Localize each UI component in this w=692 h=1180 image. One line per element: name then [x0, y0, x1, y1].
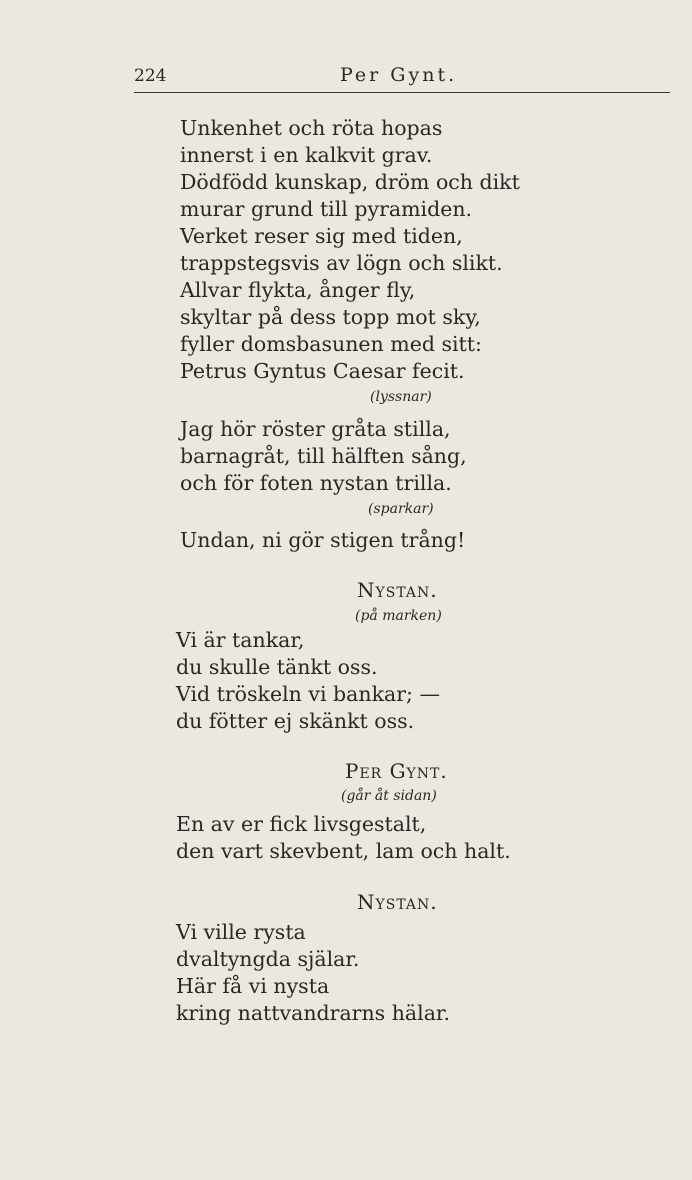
verse-line: Verket reser sig med tiden,: [180, 224, 463, 248]
verse-line: den vart skevbent, lam och halt.: [176, 839, 511, 863]
verse-line: du fötter ej skänkt oss.: [176, 709, 415, 733]
running-header: [134, 62, 670, 92]
header-rule: [134, 92, 670, 93]
verse-line: och för foten nystan trilla.: [180, 471, 452, 495]
verse-line: kring nattvandrarns hälar.: [176, 1001, 450, 1025]
stage-direction: (sparkar): [368, 501, 434, 517]
verse-line: murar grund till pyramiden.: [180, 197, 473, 221]
stage-direction: (på marken): [355, 608, 442, 624]
verse-line: fyller domsbasunen med sitt:: [180, 332, 482, 356]
verse-line: barnagråt, till hälften sång,: [180, 444, 467, 468]
speaker-name: Per Gynt.: [345, 759, 448, 783]
verse-line: En av er fick livsgestalt,: [176, 812, 427, 836]
verse-line: trappstegsvis av lögn och slikt.: [180, 251, 503, 275]
running-title: Per Gynt.: [340, 64, 458, 86]
verse-line: Vi är tankar,: [176, 628, 305, 652]
verse-line: Dödfödd kunskap, dröm och dikt: [180, 170, 520, 194]
verse-line: Här få vi nysta: [176, 974, 330, 998]
verse-line: Vi ville rysta: [176, 920, 306, 944]
verse-line: Jag hör röster gråta stilla,: [180, 417, 451, 441]
verse-line: Vid tröskeln vi bankar; —: [176, 682, 440, 706]
verse-line: dvaltyngda själar.: [176, 947, 360, 971]
verse-line: du skulle tänkt oss.: [176, 655, 378, 679]
page-number: 224: [134, 66, 167, 86]
verse-line: skyltar på dess topp mot sky,: [180, 305, 481, 329]
verse-line: innerst i en kalkvit grav.: [180, 143, 433, 167]
verse-line: Petrus Gyntus Caesar fecit.: [180, 359, 465, 383]
stage-direction: (lyssnar): [370, 389, 432, 405]
speaker-name: Nystan.: [357, 578, 438, 602]
verse-line: Undan, ni gör stigen trång!: [180, 528, 466, 552]
verse-line: Allvar flykta, ånger fly,: [180, 278, 416, 302]
stage-direction: (går åt sidan): [341, 788, 437, 804]
verse-line: Unkenhet och röta hopas: [180, 116, 443, 140]
speaker-name: Nystan.: [357, 890, 438, 914]
